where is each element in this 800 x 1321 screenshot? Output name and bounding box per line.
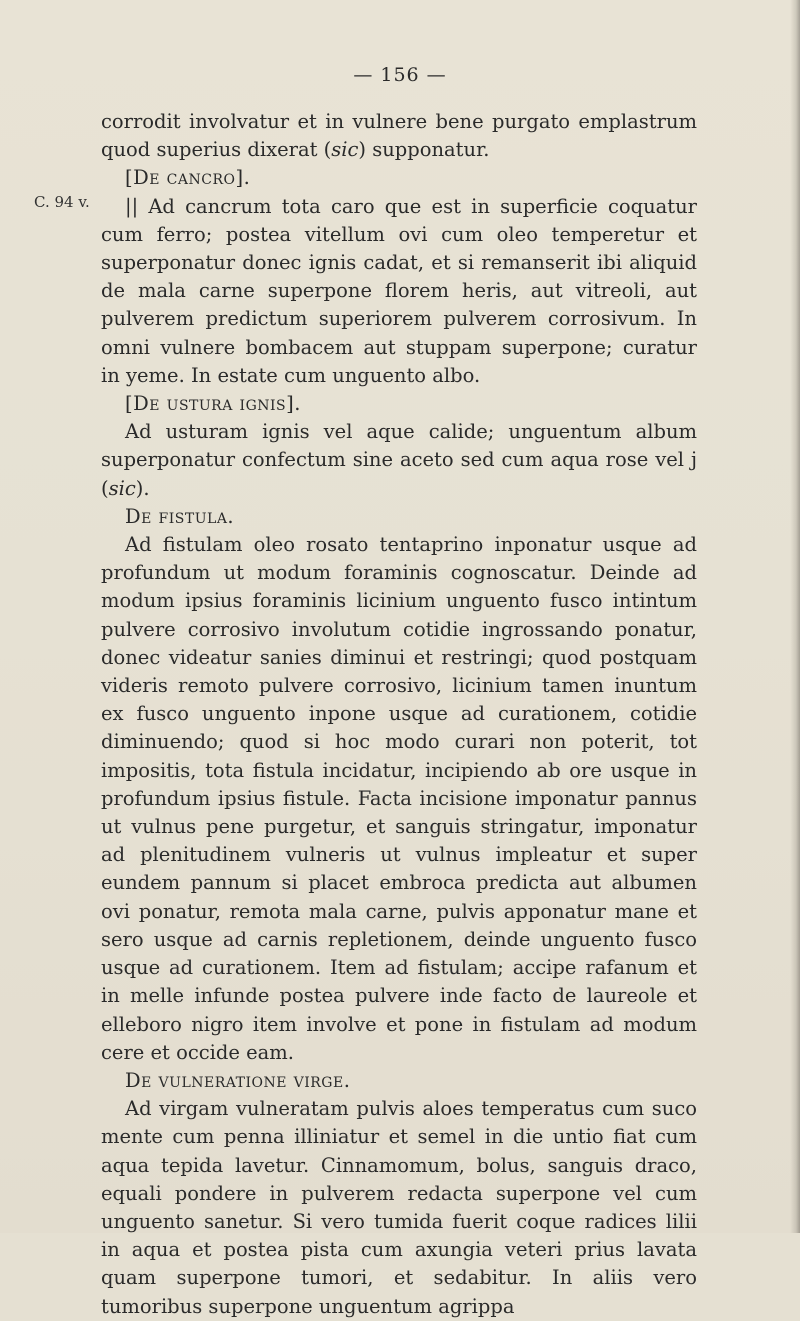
paragraph-fistula: Ad fistulam oleo rosato tentaprino inponatur usque ad profundum ut modum foraminis cognoscatur. Deinde ad modum ipsius foraminis licinium unguento fusco intintum pulvere corrosivo involutum cotidie ingrossando ponatur, donec videatur sanies diminui et restringi; quod postquam videris remoto pulvere corrosivo, licinium tamen inuntum ex fusco unguento inpone usque ad curationem, cotidie diminuendo; quod si hoc modo curari non poterit, tot impositis, tota fistula incidatur, incipiendo ab ore usque in profundum ipsius fistule. Facta incisione imponatur pannus ut vulnus pene purgetur, et sanguis stringatur, imponatur ad plenitudinem vulneris ut vulnus impleatur et super eundem pannum si placet embroca predicta aut albumen ovi ponatur, remota mala carne, pulvis apponatur mane et sero usque ad carnis repletionem, deinde unguento fusco usque ad curationem. Item ad fistulam; accipe rafanum et in melle infunde postea pulvere inde facto de laureole et elleboro nigro item involve et pone in fistulam ad modum cere et occide eam. (101, 533, 697, 1064)
margin-folio-note: C. 94 v. (34, 193, 90, 211)
paragraph-cancro: || Ad cancrum tota caro que est in superficie coquatur cum ferro; postea vitellum ovi cum oleo temperetur et superponatur donec ignis cadat, et si remanserit ibi aliquid de mala carne superpone florem heris, aut vitreoli, aut pulverem predictum superiorem pulverem corrosivum. In omni vulnere bombacem aut stuppam superpone; curatur in yeme. In estate cum unguento albo. (101, 194, 697, 387)
paragraph-intro: corrodit involvatur et in vulnere bene purgato emplastrum quod superius dixerat (sic) supponatur. (101, 110, 697, 162)
sic-marker: sic (108, 476, 136, 500)
heading-de-ustura-ignis: [De ustura ignis]. (125, 392, 301, 416)
page-number: — 156 — (353, 64, 447, 86)
sic-marker: sic (331, 138, 359, 162)
paragraph-virge: Ad virgam vulneratam pulvis aloes temperatus cum suco mente cum penna illiniatur et semel in die untio fiat cum aqua tepida lavetur. Cinnamomum, bolus, sanguis draco, equali pondere in pulverem redacta superpone vel cum unguento sanetur. Si vero tumida fuerit coque radices lilii in aqua et postea pista cum axungia veteri prius lavata quam superpone tumori, et sedabitur. In aliis vero tumoribus superpone unguentum agrippa (101, 1097, 697, 1318)
heading-de-fistula: De fistula. (125, 504, 235, 528)
page-edge-shadow (790, 0, 800, 1233)
document-body (101, 108, 697, 1321)
paragraph-ustura: Ad usturam ignis vel aque calide; unguentum album superponatur confectum sine aceto sed cum aqua rose vel j (sic). (101, 420, 697, 500)
heading-de-cancro: [De cancro]. (125, 166, 251, 190)
heading-de-vulneratione-virge: De vulneratione virge. (125, 1068, 351, 1092)
